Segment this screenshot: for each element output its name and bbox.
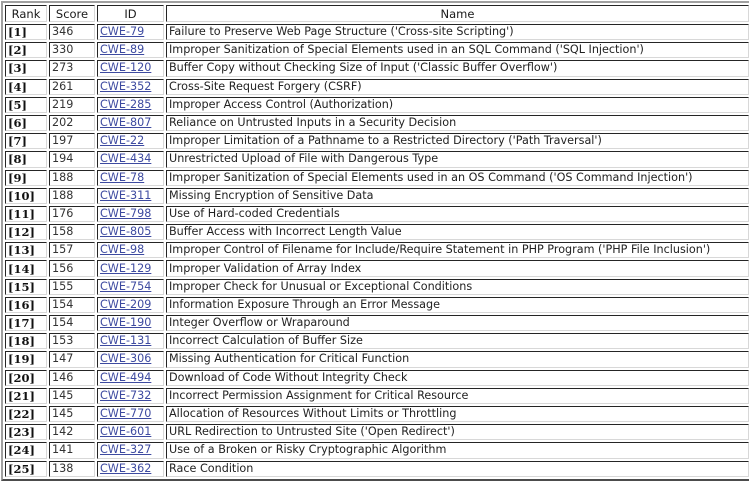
id-cell [97, 424, 164, 440]
table-row [5, 133, 749, 149]
id-cell [97, 133, 164, 149]
score-cell: 188 [49, 188, 95, 204]
id-cell [97, 351, 164, 367]
name-cell: Improper Control of Filename for Include/Require Statement in PHP Program ('PHP File Inclusion') [166, 242, 749, 258]
score-cell: 138 [49, 461, 95, 477]
rank-cell: [21] [5, 388, 47, 404]
table-row [5, 115, 749, 131]
name-cell: Buffer Copy without Checking Size of Input ('Classic Buffer Overflow') [166, 60, 749, 76]
cwe-link[interactable]: CWE-78 [100, 170, 145, 184]
rank-cell: [18] [5, 333, 47, 349]
cwe-link[interactable]: CWE-732 [100, 388, 152, 402]
name-cell: Missing Encryption of Sensitive Data [166, 188, 749, 204]
rank-cell: [9] [5, 170, 47, 186]
rank-cell: [2] [5, 42, 47, 58]
table-row [5, 242, 749, 258]
id-cell [97, 97, 164, 113]
id-cell [97, 188, 164, 204]
rank-cell: [12] [5, 224, 47, 240]
cwe-top25-table [1, 1, 749, 481]
cwe-link[interactable]: CWE-770 [100, 407, 152, 421]
table-row [5, 260, 749, 276]
rank-cell: [16] [5, 297, 47, 313]
rank-cell: [5] [5, 97, 47, 113]
id-cell [97, 442, 164, 458]
name-cell: Incorrect Calculation of Buffer Size [166, 333, 749, 349]
name-cell: Failure to Preserve Web Page Structure ('Cross-site Scripting') [166, 24, 749, 40]
rank-cell: [22] [5, 406, 47, 422]
id-cell [97, 42, 164, 58]
name-cell: Incorrect Permission Assignment for Critical Resource [166, 388, 749, 404]
cwe-link[interactable]: CWE-79 [100, 25, 145, 39]
rank-cell: [7] [5, 133, 47, 149]
cwe-link[interactable]: CWE-120 [100, 61, 152, 75]
table-row [5, 224, 749, 240]
column-header-name: Name [166, 5, 749, 22]
cwe-link[interactable]: CWE-807 [100, 116, 152, 130]
score-cell: 155 [49, 279, 95, 295]
rank-cell: [1] [5, 24, 47, 40]
score-cell: 157 [49, 242, 95, 258]
rank-cell: [23] [5, 424, 47, 440]
id-cell [97, 315, 164, 331]
table-row [5, 206, 749, 222]
score-cell: 153 [49, 333, 95, 349]
score-cell: 176 [49, 206, 95, 222]
column-header-id: ID [97, 5, 164, 22]
table-row [5, 370, 749, 386]
table-row [5, 388, 749, 404]
table-row [5, 297, 749, 313]
name-cell: Improper Access Control (Authorization) [166, 97, 749, 113]
id-cell [97, 115, 164, 131]
id-cell [97, 279, 164, 295]
table-row [5, 406, 749, 422]
cwe-link[interactable]: CWE-798 [100, 206, 152, 220]
rank-cell: [10] [5, 188, 47, 204]
score-cell: 202 [49, 115, 95, 131]
name-cell: Unrestricted Upload of File with Dangerous Type [166, 151, 749, 167]
name-cell: Improper Sanitization of Special Elements used in an SQL Command ('SQL Injection') [166, 42, 749, 58]
id-cell [97, 406, 164, 422]
table-row [5, 442, 749, 458]
cwe-link[interactable]: CWE-352 [100, 79, 152, 93]
header-row [5, 5, 749, 22]
cwe-link[interactable]: CWE-89 [100, 43, 145, 57]
cwe-link[interactable]: CWE-306 [100, 352, 152, 366]
cwe-link[interactable]: CWE-601 [100, 425, 152, 439]
rank-cell: [25] [5, 461, 47, 477]
id-cell [97, 242, 164, 258]
id-cell [97, 151, 164, 167]
id-cell [97, 24, 164, 40]
name-cell: Race Condition [166, 461, 749, 477]
score-cell: 146 [49, 370, 95, 386]
name-cell: Improper Limitation of a Pathname to a Restricted Directory ('Path Traversal') [166, 133, 749, 149]
table-row [5, 333, 749, 349]
score-cell: 156 [49, 260, 95, 276]
id-cell [97, 461, 164, 477]
cwe-link[interactable]: CWE-98 [100, 243, 145, 257]
rank-cell: [13] [5, 242, 47, 258]
table-row [5, 97, 749, 113]
rank-cell: [4] [5, 79, 47, 95]
rank-cell: [24] [5, 442, 47, 458]
rank-cell: [6] [5, 115, 47, 131]
score-cell: 154 [49, 315, 95, 331]
cwe-link[interactable]: CWE-805 [100, 225, 152, 239]
name-cell: Missing Authentication for Critical Function [166, 351, 749, 367]
cwe-link[interactable]: CWE-311 [100, 188, 152, 202]
table-row [5, 24, 749, 40]
score-cell: 273 [49, 60, 95, 76]
cwe-link[interactable]: CWE-434 [100, 152, 152, 166]
table-row [5, 151, 749, 167]
name-cell: Improper Check for Unusual or Exceptional Conditions [166, 279, 749, 295]
id-cell [97, 333, 164, 349]
score-cell: 194 [49, 151, 95, 167]
name-cell: Information Exposure Through an Error Message [166, 297, 749, 313]
cwe-link[interactable]: CWE-285 [100, 97, 152, 111]
name-cell: Improper Validation of Array Index [166, 260, 749, 276]
cwe-link[interactable]: CWE-129 [100, 261, 152, 275]
id-cell [97, 370, 164, 386]
table-row [5, 188, 749, 204]
name-cell: Buffer Access with Incorrect Length Value [166, 224, 749, 240]
id-cell [97, 260, 164, 276]
score-cell: 346 [49, 24, 95, 40]
name-cell: Use of a Broken or Risky Cryptographic Algorithm [166, 442, 749, 458]
score-cell: 154 [49, 297, 95, 313]
column-header-rank: Rank [5, 5, 47, 22]
table-row [5, 351, 749, 367]
score-cell: 141 [49, 442, 95, 458]
cwe-link[interactable]: CWE-754 [100, 279, 152, 293]
name-cell: Improper Sanitization of Special Elements used in an OS Command ('OS Command Injection') [166, 170, 749, 186]
cwe-link[interactable]: CWE-362 [100, 461, 152, 475]
table-row [5, 42, 749, 58]
table-row [5, 79, 749, 95]
cwe-link[interactable]: CWE-131 [100, 334, 152, 348]
table-row [5, 60, 749, 76]
rank-cell: [20] [5, 370, 47, 386]
score-cell: 142 [49, 424, 95, 440]
name-cell: Allocation of Resources Without Limits or Throttling [166, 406, 749, 422]
table-row [5, 279, 749, 295]
cwe-link[interactable]: CWE-209 [100, 297, 152, 311]
score-cell: 147 [49, 351, 95, 367]
table-row [5, 424, 749, 440]
cwe-link[interactable]: CWE-494 [100, 370, 152, 384]
score-cell: 145 [49, 406, 95, 422]
score-cell: 145 [49, 388, 95, 404]
table-row [5, 170, 749, 186]
column-header-score: Score [49, 5, 95, 22]
id-cell [97, 60, 164, 76]
score-cell: 158 [49, 224, 95, 240]
cwe-link[interactable]: CWE-22 [100, 134, 145, 148]
id-cell [97, 79, 164, 95]
rank-cell: [11] [5, 206, 47, 222]
name-cell: Reliance on Untrusted Inputs in a Security Decision [166, 115, 749, 131]
score-cell: 188 [49, 170, 95, 186]
name-cell: Use of Hard-coded Credentials [166, 206, 749, 222]
name-cell: Download of Code Without Integrity Check [166, 370, 749, 386]
name-cell: Integer Overflow or Wraparound [166, 315, 749, 331]
rank-cell: [19] [5, 351, 47, 367]
id-cell [97, 170, 164, 186]
rank-cell: [3] [5, 60, 47, 76]
score-cell: 219 [49, 97, 95, 113]
rank-cell: [14] [5, 260, 47, 276]
name-cell: Cross-Site Request Forgery (CSRF) [166, 79, 749, 95]
score-cell: 261 [49, 79, 95, 95]
rank-cell: [15] [5, 279, 47, 295]
rank-cell: [8] [5, 151, 47, 167]
id-cell [97, 224, 164, 240]
cwe-link[interactable]: CWE-190 [100, 316, 152, 330]
cwe-link[interactable]: CWE-327 [100, 443, 152, 457]
rank-cell: [17] [5, 315, 47, 331]
name-cell: URL Redirection to Untrusted Site ('Open Redirect') [166, 424, 749, 440]
score-cell: 330 [49, 42, 95, 58]
id-cell [97, 297, 164, 313]
table-row [5, 315, 749, 331]
table-row [5, 461, 749, 477]
score-cell: 197 [49, 133, 95, 149]
id-cell [97, 388, 164, 404]
id-cell [97, 206, 164, 222]
table-body [5, 24, 749, 477]
